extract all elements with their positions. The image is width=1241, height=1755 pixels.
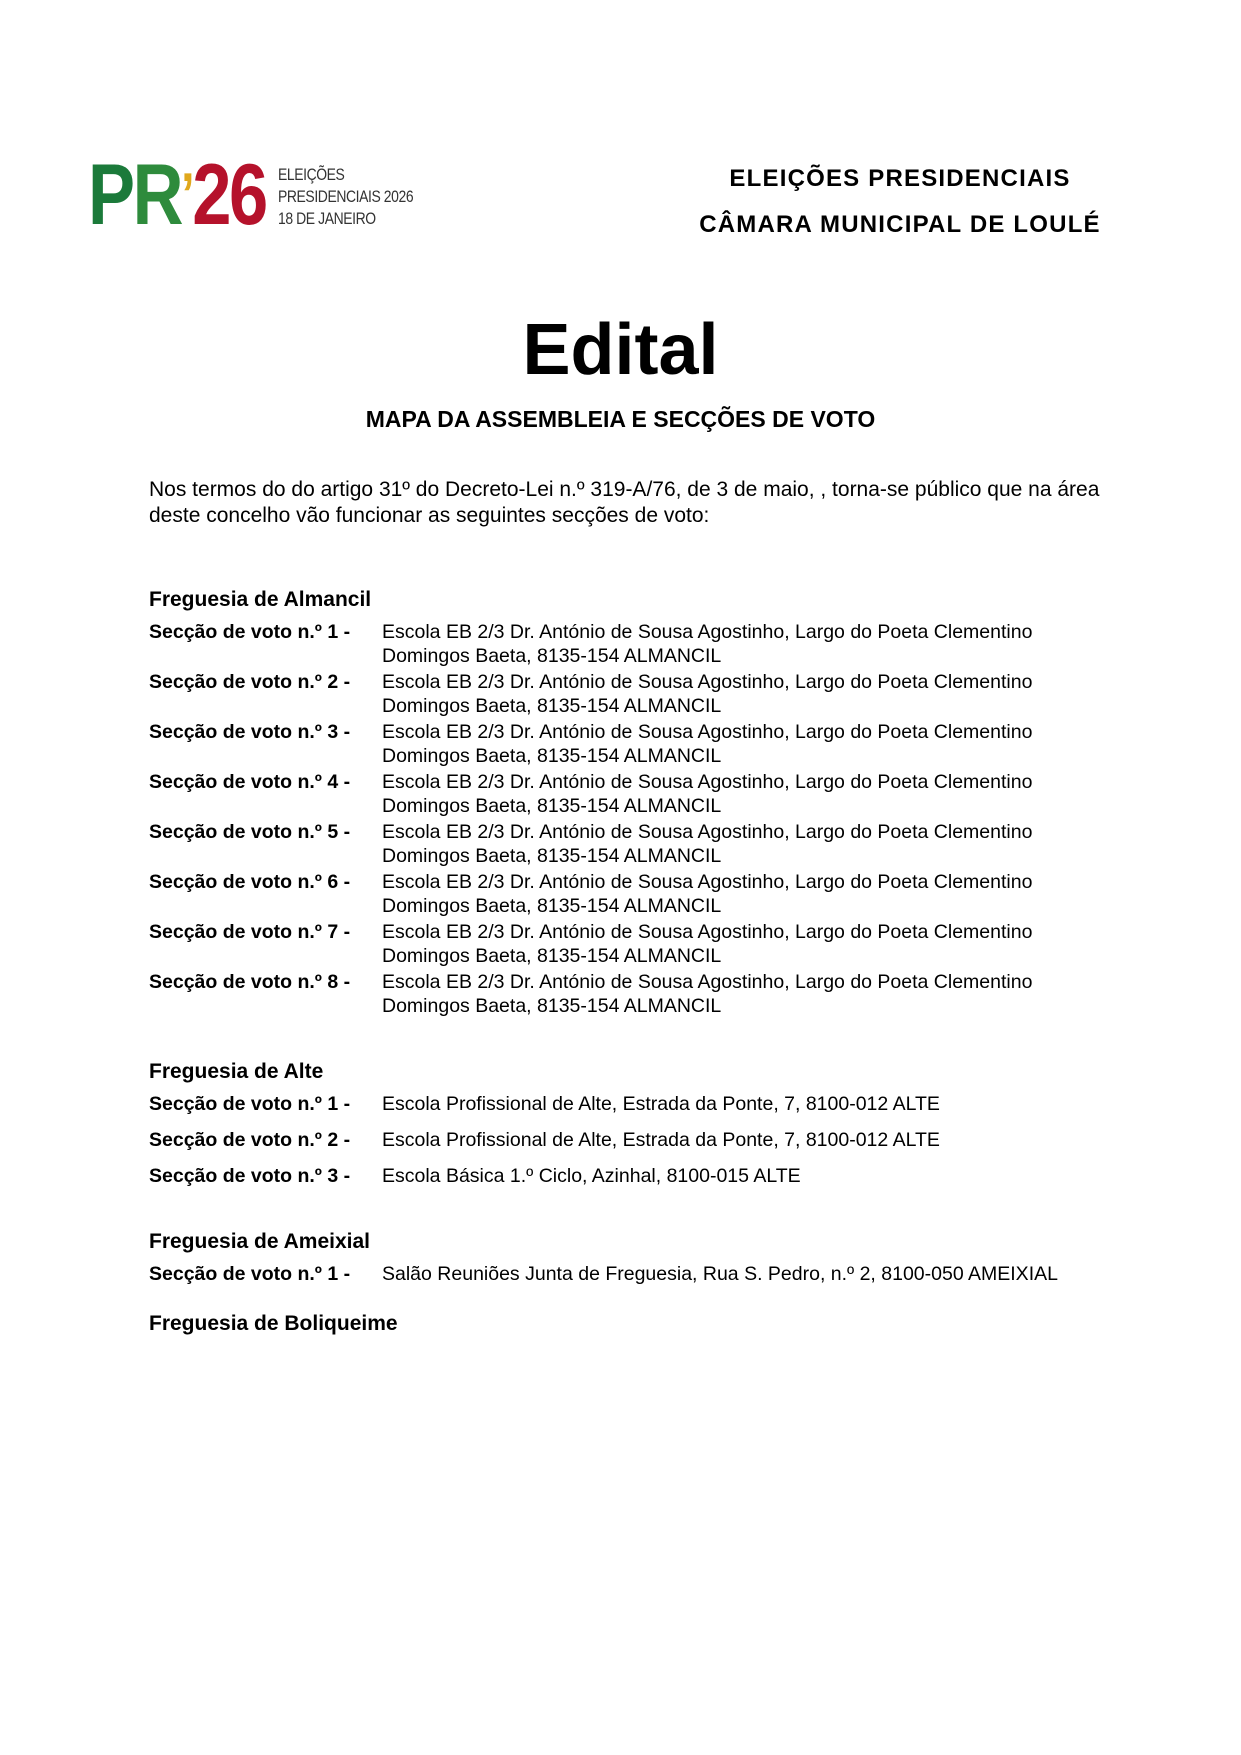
parish-list [149, 586, 1109, 1378]
section-address: Salão Reuniões Junta de Freguesia, Rua S. Pedro, n.º 2, 8100-050 AMEIXIAL [382, 1263, 1058, 1285]
intro-paragraph: Nos termos do do artigo 31º do Decreto-Lei n.º 319-A/76, de 3 de maio, , torna-se público que na área deste concelho vão funcionar as seguintes secções de voto: [149, 478, 1100, 527]
section-label: Secção de voto n.º 3 - [149, 721, 351, 743]
section-row [149, 1092, 1109, 1116]
section-row [149, 970, 1109, 1018]
election-logo [88, 147, 418, 243]
logo-letter-r: R [132, 147, 182, 243]
section-row [149, 820, 1109, 868]
section-label: Secção de voto n.º 2 - [149, 1129, 351, 1151]
section-label: Secção de voto n.º 1 - [149, 1093, 351, 1115]
section-row [149, 720, 1109, 768]
page-title: Edital [522, 310, 719, 390]
section-label: Secção de voto n.º 5 - [149, 821, 351, 843]
logo-caption-line2: PRESIDENCIAIS 2026 [278, 187, 414, 206]
section-row [149, 670, 1109, 718]
section-address: Escola Profissional de Alte, Estrada da Ponte, 7, 8100-012 ALTE [382, 1129, 940, 1151]
parish-block [149, 1228, 1109, 1286]
section-address: Escola EB 2/3 Dr. António de Sousa Agostinho, Largo do Poeta Clementino Domingos Baeta, 8135-154 ALMANCIL [382, 771, 1033, 817]
logo-number: 26 [192, 147, 266, 243]
logo-caption [278, 164, 413, 230]
section-row [149, 870, 1109, 918]
logo-apostrophe: ’ [181, 161, 193, 228]
section-address: Escola EB 2/3 Dr. António de Sousa Agostinho, Largo do Poeta Clementino Domingos Baeta, 8135-154 ALMANCIL [382, 971, 1033, 1017]
section-label: Secção de voto n.º 4 - [149, 771, 351, 793]
section-address: Escola Profissional de Alte, Estrada da Ponte, 7, 8100-012 ALTE [382, 1093, 940, 1115]
section-label: Secção de voto n.º 2 - [149, 671, 351, 693]
header-election-name: ELEIÇÕES PRESIDENCIAIS [729, 165, 1071, 192]
section-label: Secção de voto n.º 6 - [149, 871, 351, 893]
parish-title: Freguesia de Boliqueime [149, 1312, 398, 1335]
parish-block [149, 586, 1109, 1018]
section-label: Secção de voto n.º 7 - [149, 921, 351, 943]
parish-title: Freguesia de Almancil [149, 588, 372, 611]
section-row [149, 1262, 1109, 1286]
logo-caption-line1: ELEIÇÕES [278, 165, 345, 184]
section-label: Secção de voto n.º 1 - [149, 1263, 351, 1285]
section-label: Secção de voto n.º 1 - [149, 621, 351, 643]
section-row [149, 1164, 1109, 1188]
parish-block [149, 1310, 1109, 1338]
page-subtitle: MAPA DA ASSEMBLEIA E SECÇÕES DE VOTO [365, 406, 876, 432]
section-address: Escola EB 2/3 Dr. António de Sousa Agostinho, Largo do Poeta Clementino Domingos Baeta, 8135-154 ALMANCIL [382, 871, 1033, 917]
section-address: Escola EB 2/3 Dr. António de Sousa Agostinho, Largo do Poeta Clementino Domingos Baeta, 8135-154 ALMANCIL [382, 921, 1033, 967]
section-address: Escola EB 2/3 Dr. António de Sousa Agostinho, Largo do Poeta Clementino Domingos Baeta, 8135-154 ALMANCIL [382, 821, 1033, 867]
section-row [149, 1128, 1109, 1152]
parish-title: Freguesia de Alte [149, 1060, 324, 1083]
document-header [640, 156, 1160, 248]
logo-caption-line3: 18 DE JANEIRO [278, 209, 376, 228]
section-address: Escola EB 2/3 Dr. António de Sousa Agostinho, Largo do Poeta Clementino Domingos Baeta, 8135-154 ALMANCIL [382, 671, 1033, 717]
parish-block [149, 1058, 1109, 1188]
section-row [149, 770, 1109, 818]
header-municipality: CÂMARA MUNICIPAL DE LOULÉ [699, 211, 1101, 238]
section-label: Secção de voto n.º 3 - [149, 1165, 351, 1187]
logo-mark [88, 147, 266, 243]
section-row [149, 620, 1109, 668]
section-address: Escola EB 2/3 Dr. António de Sousa Agostinho, Largo do Poeta Clementino Domingos Baeta, 8135-154 ALMANCIL [382, 721, 1033, 767]
parish-title: Freguesia de Ameixial [149, 1230, 370, 1253]
section-row [149, 920, 1109, 968]
logo-letter-p: P [88, 147, 133, 243]
section-address: Escola EB 2/3 Dr. António de Sousa Agostinho, Largo do Poeta Clementino Domingos Baeta, 8135-154 ALMANCIL [382, 621, 1033, 667]
section-label: Secção de voto n.º 8 - [149, 971, 351, 993]
section-address: Escola Básica 1.º Ciclo, Azinhal, 8100-015 ALTE [382, 1165, 801, 1187]
